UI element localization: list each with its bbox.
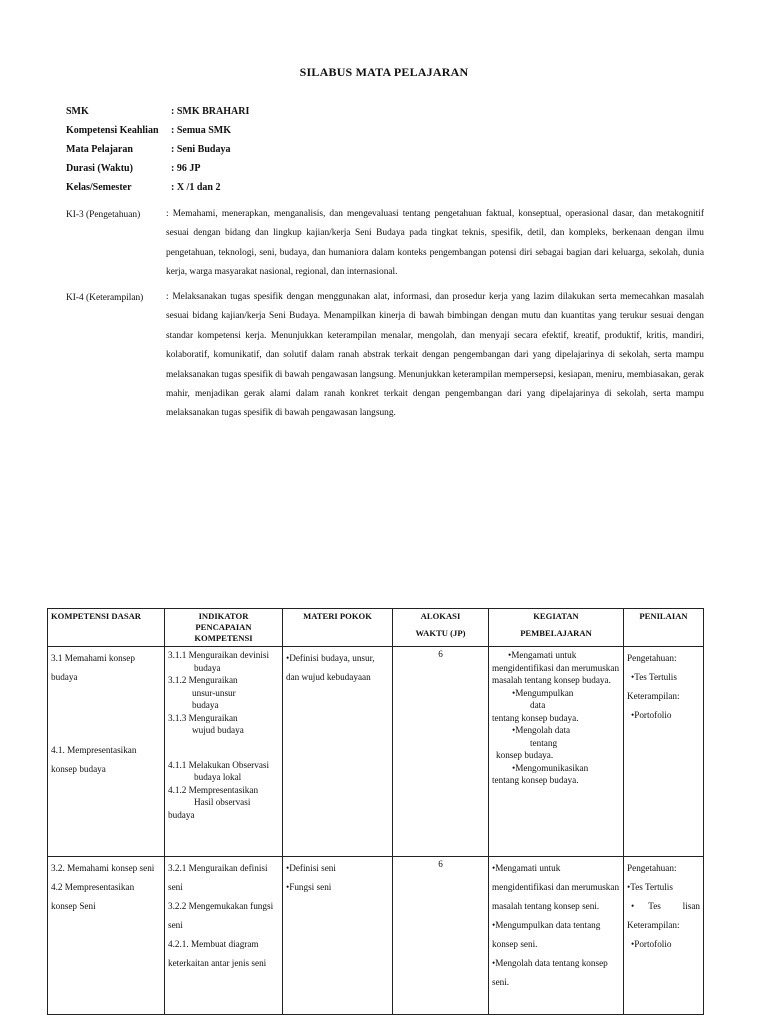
ki3-text: : Memahami, menerapkan, menganalisis, dan mengevaluasi tentang pengetahuan faktual, konseptual, operasional dasar, dan metakognitif sesuai dengan bidang dan lingkup kajian/kerja Seni Budaya pada tingkat teknis, spesifik, detil, dan kompleks, berkenaan dengan ilmu pengetahuan, teknologi, seni, budaya, dan humaniora dalam konteks pengembangan potensi diri sebagai bagian dari keluarga, sekolah, dunia kerja, warga masyarakat nasional, regional, dan internasional. — [166, 209, 704, 278]
header-materi-pokok: MATERI POKOK — [283, 609, 393, 647]
indikator-line: budaya — [168, 809, 195, 820]
indikator-line: budaya lokal — [194, 772, 242, 782]
indikator-cell — [165, 647, 283, 857]
kegiatan-cell: • Mengamati untuk mengidentifikasi dan merumuskan masalah tentang konsep seni. • Mengumpulkan data tentang konsep seni. • Mengolah data tentang konsep seni. — [489, 857, 624, 1015]
meta-value: : X /1 dan 2 — [171, 182, 221, 193]
kd-text: 3.1 Memahami konsep budaya — [51, 653, 135, 682]
table-row — [48, 857, 704, 1015]
meta-value: : 96 JP — [171, 163, 201, 174]
indikator-line: budaya — [192, 700, 219, 710]
syllabus-table — [47, 608, 704, 1015]
indikator-line: wujud budaya — [192, 725, 244, 735]
syllabus-meta — [66, 106, 249, 201]
meta-value: : SMK BRAHARI — [171, 106, 250, 117]
ki4-label: KI-4 (Keterampilan) — [66, 293, 144, 303]
kd-cell — [48, 647, 165, 857]
ki3-section — [66, 210, 704, 283]
indikator-line: unsur-unsur — [192, 687, 236, 698]
meta-value: : Seni Budaya — [171, 144, 231, 155]
indikator-line: budaya — [194, 662, 221, 673]
header-penilaian: PENILAIAN — [624, 609, 704, 647]
meta-row — [66, 106, 249, 125]
penilaian-cell: Pengetahuan: • Tes Tertulis • Tes lisan Keterampilan: • Portofolio — [624, 857, 704, 1015]
materi-cell: • Definisi seni • Fungsi seni — [283, 857, 393, 1015]
meta-row — [66, 125, 249, 144]
indikator-line: 4.1.1 Melakukan Observasi — [168, 759, 270, 770]
indikator-line: Hasil observasi — [194, 797, 251, 807]
penilaian-cell: Pengetahuan: • Tes Tertulis Keterampilan: • Portofolio — [624, 647, 704, 857]
materi-text: • Definisi budaya, unsur, dan wujud kebudayaan — [286, 649, 389, 687]
meta-value: : Semua SMK — [171, 125, 231, 136]
kd-cell: 3.2. Memahami konsep seni 4.2 Mempresentasikan konsep Seni — [48, 857, 165, 1015]
kegiatan-cell: • Mengamati untuk mengidentifikasi dan merumuskan masalah tentang konsep budaya. • Mengumpulkan data tentang konsep budaya. • Mengolah data tentang konsep budaya. • Mengomunikasikan tentang konsep budaya. — [489, 647, 624, 857]
meta-key: SMK — [66, 106, 89, 117]
indikator-line: 3.1.1 Menguraikan devinisi — [168, 650, 270, 660]
meta-key: Mata Pelajaran — [66, 144, 133, 155]
meta-row — [66, 144, 249, 163]
header-indikator: INDIKATOR PENCAPAIAN KOMPETENSI — [165, 609, 283, 647]
indikator-line: 4.1.2 Mempresentasikan — [168, 784, 259, 795]
indikator-line: 3.1.3 Menguraikan — [168, 712, 238, 723]
kd-text: 4.1. Mempresentasikan konsep budaya — [51, 745, 137, 774]
meta-row — [66, 163, 249, 182]
header-alokasi-waktu: ALOKASI WAKTU (JP) — [393, 609, 489, 647]
indikator-line: 3.1.2 Menguraikan — [168, 675, 238, 685]
indikator-cell: 3.2.1 Menguraikan definisi seni 3.2.2 Mengemukakan fungsi seni 4.2.1. Membuat diagram keterkaitan antar jenis seni — [165, 857, 283, 1015]
alokasi-cell: 6 — [393, 857, 489, 1015]
document-title: SILABUS MATA PELAJARAN — [299, 65, 469, 79]
ki4-section — [66, 293, 704, 424]
meta-key: Kelas/Semester — [66, 182, 132, 193]
alokasi-cell: 6 — [393, 647, 489, 857]
table-row — [48, 647, 704, 857]
meta-row — [66, 182, 249, 201]
materi-cell — [283, 647, 393, 857]
table-header-row — [48, 609, 704, 647]
meta-key: Durasi (Waktu) — [66, 163, 133, 174]
meta-key: Kompetensi Keahlian — [66, 125, 159, 136]
ki3-label: KI-3 (Pengetahuan) — [66, 210, 141, 220]
ki4-text: : Melaksanakan tugas spesifik dengan menggunakan alat, informasi, dan prosedur kerja yang lazim dilakukan serta memecahkan masalah sesuai bidang kajian/kerja Seni Budaya. Menampilkan kinerja di bawah bimbingan dengan mutu dan kuantitas yang terukur sesuai dengan standar kompetensi kerja. Menunjukkan keterampilan menalar, mengolah, dan menyaji secara efektif, kreatif, produktif, kritis, mandiri, kolaboratif, komunikatif, dan solutif dalam ranah abstrak terkait dengan pengembangan dari yang dipelajarinya di sekolah, serta mampu melaksanakan tugas spesifik di bawah pengawasan langsung. Menunjukkan keterampilan mempersepsi, kesiapan, meniru, membiasakan, gerak mahir, menjadikan gerak alami dalam ranah konkret terkait dengan pengembangan dari yang dipelajarinya di sekolah, serta mampu melaksanakan tugas spesifik di bawah pengawasan langsung. — [166, 292, 704, 419]
header-kegiatan: KEGIATAN PEMBELAJARAN — [489, 609, 624, 647]
header-kompetensi-dasar: KOMPETENSI DASAR — [48, 609, 165, 647]
